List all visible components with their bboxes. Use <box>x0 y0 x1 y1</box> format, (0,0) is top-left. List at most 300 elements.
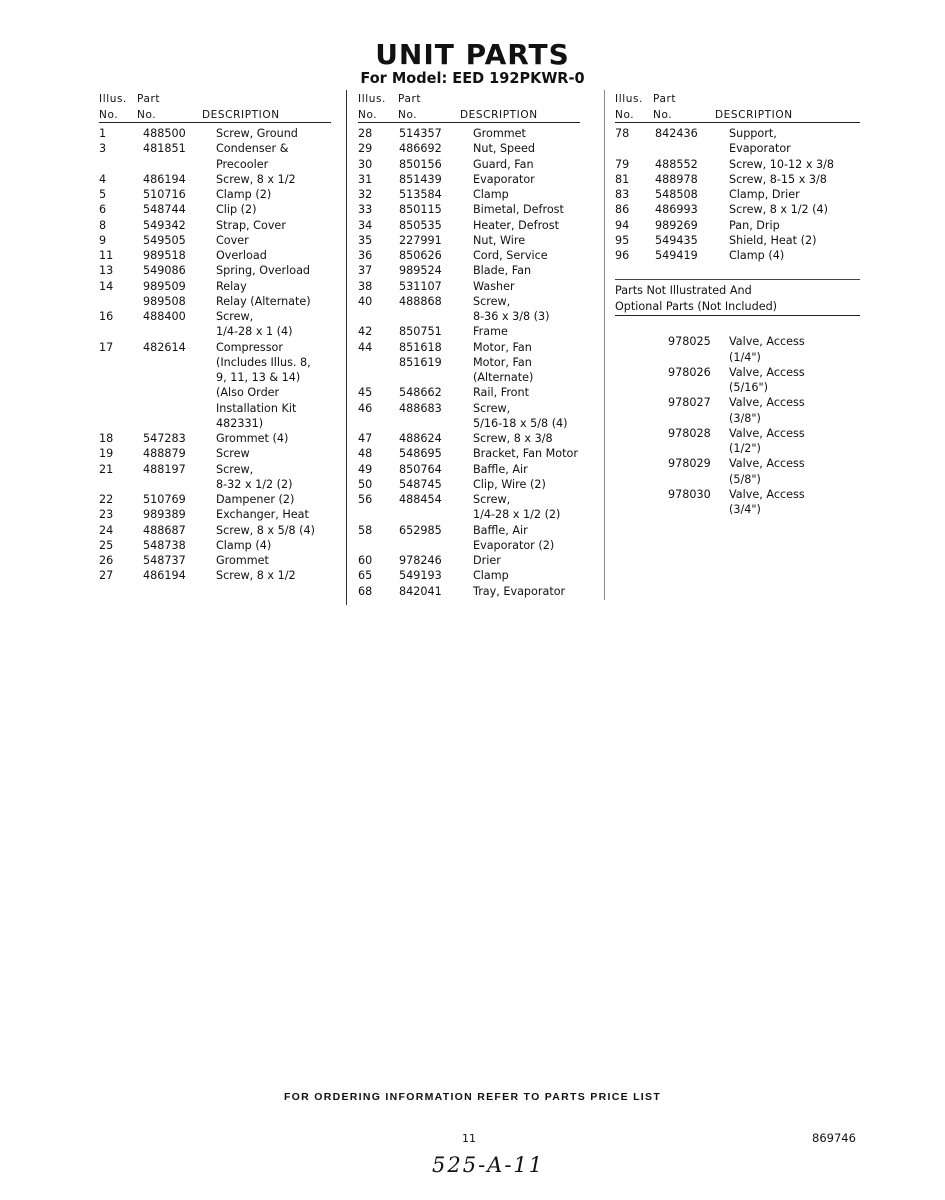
illus-number <box>358 309 399 324</box>
table-row <box>99 538 331 553</box>
table-row <box>615 487 860 502</box>
column-divider <box>604 90 605 600</box>
table-row <box>615 441 860 456</box>
part-number: 978029 <box>668 457 711 471</box>
part-number: 227991 <box>399 233 442 247</box>
part-description: Motor, Fan <box>473 355 532 369</box>
illus-number: 81 <box>615 172 630 186</box>
table-row <box>358 538 580 553</box>
part-number: 851439 <box>399 172 442 186</box>
part-number: 488978 <box>655 172 698 186</box>
table-row <box>358 370 580 385</box>
part-number: 514357 <box>399 127 442 140</box>
part-number <box>668 502 729 517</box>
illus-number: 86 <box>615 203 630 217</box>
part-description: Nut, Wire <box>473 233 526 247</box>
part-number: 513584 <box>399 188 442 201</box>
part-number <box>399 538 473 553</box>
part-number <box>399 309 473 324</box>
table-row <box>358 172 580 187</box>
illus-number: 58 <box>358 523 373 537</box>
part-description: Cord, Service <box>473 249 548 262</box>
table-row <box>615 411 860 426</box>
part-description: 482331) <box>216 416 264 430</box>
part-number: 549342 <box>143 218 186 232</box>
part-description: Precooler <box>216 157 269 171</box>
table-row <box>99 401 331 416</box>
part-description: Exchanger, Heat <box>216 508 309 522</box>
part-description: Screw, <box>216 462 254 476</box>
table-row <box>615 365 860 380</box>
part-description: Clamp (4) <box>729 249 785 262</box>
illus-number: 1 <box>99 127 107 140</box>
part-description: 9, 11, 13 & 14) <box>216 371 301 384</box>
part-number <box>143 385 216 400</box>
illus-number: 33 <box>358 203 373 217</box>
parts-list <box>358 126 580 599</box>
part-number: 978025 <box>668 335 711 349</box>
part-number: 548662 <box>399 386 442 400</box>
table-row <box>99 279 331 294</box>
ordering-note: FOR ORDERING INFORMATION REFER TO PARTS PRICE LIST <box>283 1091 662 1103</box>
part-header: Part <box>398 93 422 105</box>
part-description: (5/16") <box>729 381 768 394</box>
part-number: 486194 <box>143 172 186 186</box>
illus-number: 40 <box>358 294 373 308</box>
part-number <box>668 380 729 395</box>
table-row <box>358 462 580 477</box>
table-row <box>358 279 580 294</box>
illus-number: 48 <box>358 447 373 461</box>
illus-number: 13 <box>99 264 114 278</box>
illus-number <box>615 456 668 471</box>
part-number: 548745 <box>399 477 442 491</box>
part-description: Relay <box>216 279 247 293</box>
illus-number: 23 <box>99 508 114 522</box>
part-description: Washer <box>473 279 515 293</box>
table-row <box>99 324 331 339</box>
part-number: 989269 <box>655 218 698 232</box>
part-number: 850751 <box>399 325 442 339</box>
table-row <box>615 126 860 141</box>
table-row <box>99 568 331 583</box>
page-title: UNIT PARTS <box>375 38 570 71</box>
part-description: Tray, Evaporator <box>473 584 566 598</box>
illus-number: 31 <box>358 172 373 186</box>
table-row <box>615 157 860 172</box>
table-row <box>99 416 331 431</box>
table-row <box>615 233 860 248</box>
part-description: Screw, <box>473 401 511 415</box>
model-subtitle: For Model: EED 192PKWR-0 <box>360 70 585 88</box>
description-header: DESCRIPTION <box>460 109 538 121</box>
part-description: Motor, Fan <box>473 340 532 354</box>
part-description: Grommet (4) <box>216 432 289 445</box>
table-row <box>99 431 331 446</box>
part-number: 549193 <box>399 569 442 583</box>
part-description: Screw, <box>473 294 511 308</box>
table-row <box>358 263 580 278</box>
part-description: Screw, <box>473 493 511 506</box>
part-number: 488500 <box>143 127 186 140</box>
illus-number <box>99 355 143 370</box>
part-number <box>143 401 216 416</box>
part-number: 549086 <box>143 264 186 278</box>
part-number: 978026 <box>668 365 711 379</box>
illus-number: 34 <box>358 218 373 232</box>
part-number: 488552 <box>655 157 698 171</box>
part-description: Installation Kit <box>216 401 297 415</box>
illus-number: 30 <box>358 157 373 171</box>
illus-number <box>615 365 668 380</box>
table-row <box>615 380 860 395</box>
part-description: Grommet <box>216 554 269 567</box>
table-row <box>615 172 860 187</box>
illus-number <box>615 472 668 487</box>
table-row <box>358 233 580 248</box>
optional-parts-list <box>615 334 860 517</box>
part-description: Bimetal, Defrost <box>473 203 564 217</box>
table-row <box>358 416 580 431</box>
table-row <box>615 141 860 156</box>
part-number: 549435 <box>655 233 698 247</box>
table-row <box>358 568 580 583</box>
parts-list <box>615 126 860 263</box>
table-row <box>615 350 860 365</box>
table-row <box>99 263 331 278</box>
part-number: 851618 <box>399 340 442 354</box>
illus-number: 22 <box>99 493 114 506</box>
illus-number: 50 <box>358 477 373 491</box>
illus-number <box>358 416 399 431</box>
table-row <box>99 492 331 507</box>
illus-number <box>615 502 668 517</box>
illus-number: 4 <box>99 172 107 186</box>
part-description: Shield, Heat (2) <box>729 233 817 247</box>
table-row <box>358 477 580 492</box>
illus-number <box>99 385 143 400</box>
part-number: 978246 <box>399 554 442 567</box>
table-row <box>358 248 580 263</box>
part-description: Screw, 10-12 x 3/8 <box>729 157 834 171</box>
illus-number <box>358 507 399 522</box>
part-description: Grommet <box>473 127 526 140</box>
optional-parts-heading-line2: Optional Parts (Not Included) <box>615 299 860 317</box>
illus-header: Illus. <box>358 93 386 105</box>
illus-number: 32 <box>358 188 373 201</box>
document-number: 869746 <box>812 1131 856 1145</box>
table-row <box>358 324 580 339</box>
illus-number <box>99 416 143 431</box>
part-description: Blade, Fan <box>473 264 532 278</box>
optional-parts-note <box>615 279 860 316</box>
parts-list <box>99 126 331 584</box>
part-description: Pan, Drip <box>729 218 780 232</box>
illus-number <box>99 477 143 492</box>
table-row <box>99 187 331 202</box>
part-number: 548738 <box>143 538 186 552</box>
table-row <box>358 157 580 172</box>
part-description: Heater, Defrost <box>473 218 559 232</box>
part-number: 488197 <box>143 462 186 476</box>
table-row <box>99 370 331 385</box>
table-row <box>358 507 580 522</box>
part-description: Compressor <box>216 340 283 354</box>
part-number <box>143 355 216 370</box>
part-number <box>655 141 729 156</box>
table-row <box>358 126 580 141</box>
part-description: Evaporator <box>729 142 791 156</box>
part-description: Valve, Access <box>729 335 805 349</box>
part-number: 842041 <box>399 584 442 598</box>
illus-number: 56 <box>358 493 373 506</box>
illus-number: 44 <box>358 340 373 354</box>
part-number: 989389 <box>143 508 186 522</box>
part-description: Baffle, Air <box>473 523 528 537</box>
part-number: 842436 <box>655 127 698 140</box>
part-description: Condenser & <box>216 142 289 156</box>
part-description: Screw, 8-15 x 3/8 <box>729 172 827 186</box>
part-number: 488454 <box>399 493 442 506</box>
part-no-header: No. <box>137 109 157 121</box>
part-number: 547283 <box>143 432 186 445</box>
illus-number: 18 <box>99 432 114 445</box>
illus-number: 79 <box>615 157 630 171</box>
illus-number <box>99 401 143 416</box>
part-description: Screw, 8 x 5/8 (4) <box>216 523 316 537</box>
table-row <box>358 584 580 599</box>
table-row <box>358 202 580 217</box>
part-description: (1/2") <box>729 442 761 455</box>
table-row <box>358 218 580 233</box>
part-description: Bracket, Fan Motor <box>473 447 578 461</box>
table-row <box>99 355 331 370</box>
part-description: 5/16-18 x 5/8 (4) <box>473 416 568 430</box>
part-description: Evaporator (2) <box>473 538 555 552</box>
table-row <box>615 395 860 410</box>
part-number: 978027 <box>668 396 711 410</box>
illus-number: 95 <box>615 233 630 247</box>
part-number: 989508 <box>143 294 186 308</box>
illus-number <box>99 294 143 309</box>
illus-number <box>99 370 143 385</box>
part-description: (1/4") <box>729 350 761 364</box>
part-description: Baffle, Air <box>473 462 528 476</box>
part-number <box>668 472 729 487</box>
part-description: Rail, Front <box>473 386 530 400</box>
part-number: 850764 <box>399 462 442 476</box>
part-description: Overload <box>216 249 267 262</box>
part-description: Spring, Overload <box>216 264 311 278</box>
part-description: Screw, 8 x 1/2 <box>216 172 296 186</box>
part-no-header: No. <box>398 109 418 121</box>
part-number <box>143 157 216 172</box>
table-row <box>615 472 860 487</box>
illus-number: 38 <box>358 279 373 293</box>
part-number <box>399 507 473 522</box>
part-number: 482614 <box>143 340 186 354</box>
table-row <box>358 553 580 568</box>
part-number: 989524 <box>399 264 442 278</box>
table-row <box>99 523 331 538</box>
illus-number <box>615 334 668 349</box>
part-number: 548744 <box>143 203 186 217</box>
illus-number: 47 <box>358 432 373 445</box>
part-number: 510716 <box>143 188 186 201</box>
illus-number: 65 <box>358 569 373 583</box>
illus-no-header: No. <box>99 109 119 121</box>
part-description: Valve, Access <box>729 396 805 410</box>
table-row <box>358 141 580 156</box>
illus-number: 5 <box>99 188 107 201</box>
parts-column-3 <box>615 92 860 517</box>
part-description: Clamp <box>473 188 509 201</box>
description-header: DESCRIPTION <box>715 109 793 121</box>
illus-number <box>358 370 399 385</box>
table-row <box>99 141 331 156</box>
illus-number: 28 <box>358 127 373 140</box>
part-description: Clamp (4) <box>216 538 272 552</box>
illus-number: 27 <box>99 569 114 583</box>
illus-number: 68 <box>358 584 373 598</box>
part-number <box>143 324 216 339</box>
table-row <box>615 334 860 349</box>
illus-number: 29 <box>358 142 373 156</box>
table-row <box>99 126 331 141</box>
part-description: Screw, 8 x 1/2 <box>216 569 296 583</box>
table-row <box>99 309 331 324</box>
part-no-header: No. <box>653 109 673 121</box>
illus-number: 60 <box>358 554 373 567</box>
table-row <box>358 187 580 202</box>
table-row <box>615 426 860 441</box>
part-number: 549505 <box>143 233 186 247</box>
part-number: 850535 <box>399 218 442 232</box>
part-number: 549419 <box>655 249 698 262</box>
part-description: (Alternate) <box>473 371 534 384</box>
table-row <box>358 523 580 538</box>
part-description: Clip, Wire (2) <box>473 477 546 491</box>
part-number <box>668 411 729 426</box>
part-number: 488879 <box>143 447 186 461</box>
illus-number: 21 <box>99 462 114 476</box>
part-description: Screw, 8 x 3/8 <box>473 432 553 445</box>
part-description: Strap, Cover <box>216 218 286 232</box>
part-description: Guard, Fan <box>473 157 534 171</box>
illus-number: 14 <box>99 279 114 293</box>
part-description: Valve, Access <box>729 457 805 471</box>
part-number: 989509 <box>143 279 186 293</box>
illus-number: 19 <box>99 447 114 461</box>
part-number: 548737 <box>143 554 186 567</box>
illus-number: 6 <box>99 203 107 217</box>
table-row <box>615 202 860 217</box>
part-description: (5/8") <box>729 472 761 486</box>
part-description: Clip (2) <box>216 203 257 217</box>
part-description: Valve, Access <box>729 365 805 379</box>
table-row <box>99 507 331 522</box>
part-number: 850115 <box>399 203 442 217</box>
part-description: 8-36 x 3/8 (3) <box>473 310 550 323</box>
illus-number: 16 <box>99 310 114 323</box>
table-row <box>99 157 331 172</box>
table-row <box>358 294 580 309</box>
table-row <box>99 233 331 248</box>
part-description: (3/4") <box>729 503 761 516</box>
illus-number: 45 <box>358 386 373 400</box>
part-number <box>143 477 216 492</box>
illus-number: 11 <box>99 249 114 262</box>
illus-number <box>615 395 668 410</box>
table-row <box>615 187 860 202</box>
table-row <box>99 172 331 187</box>
illus-no-header: No. <box>615 109 635 121</box>
illus-number: 46 <box>358 401 373 415</box>
part-number: 488868 <box>399 294 442 308</box>
illus-number: 8 <box>99 218 107 232</box>
part-description: Support, <box>729 127 777 140</box>
column-header <box>99 92 331 123</box>
part-description: Evaporator <box>473 172 535 186</box>
illus-number: 26 <box>99 554 114 567</box>
illus-number <box>99 324 143 339</box>
part-description: (3/8") <box>729 411 761 425</box>
table-row <box>358 355 580 370</box>
optional-parts-heading-line1: Parts Not Illustrated And <box>615 284 752 298</box>
part-number: 488624 <box>399 432 442 445</box>
part-description: Clamp (2) <box>216 188 272 201</box>
illus-number <box>358 355 399 370</box>
table-row <box>99 462 331 477</box>
illus-number <box>615 487 668 502</box>
illus-number <box>615 141 655 156</box>
table-row <box>99 385 331 400</box>
table-row <box>358 340 580 355</box>
table-row <box>358 431 580 446</box>
part-number: 548508 <box>655 188 698 201</box>
table-row <box>615 218 860 233</box>
illus-number: 25 <box>99 538 114 552</box>
illus-header: Illus. <box>99 93 127 105</box>
part-description: Valve, Access <box>729 426 805 440</box>
table-row <box>99 218 331 233</box>
column-header <box>358 92 580 123</box>
parts-column-2 <box>358 92 580 599</box>
part-description: Nut, Speed <box>473 142 536 156</box>
illus-number: 49 <box>358 462 373 476</box>
part-description: 1/4-28 x 1 (4) <box>216 325 293 339</box>
description-header: DESCRIPTION <box>202 109 280 121</box>
table-row <box>99 248 331 263</box>
table-row <box>99 446 331 461</box>
illus-number: 78 <box>615 127 630 140</box>
part-number <box>399 416 473 431</box>
table-row <box>358 401 580 416</box>
table-row <box>358 309 580 324</box>
illus-number: 37 <box>358 264 373 278</box>
part-number <box>668 350 729 365</box>
illus-number: 24 <box>99 523 114 537</box>
illus-no-header: No. <box>358 109 378 121</box>
parts-column-1 <box>99 92 331 584</box>
part-number: 850626 <box>399 249 442 262</box>
part-header: Part <box>653 93 677 105</box>
illus-number: 3 <box>99 142 107 156</box>
illus-number: 83 <box>615 188 630 201</box>
part-description: Clamp <box>473 569 509 583</box>
illus-number <box>358 538 399 553</box>
table-row <box>99 477 331 492</box>
